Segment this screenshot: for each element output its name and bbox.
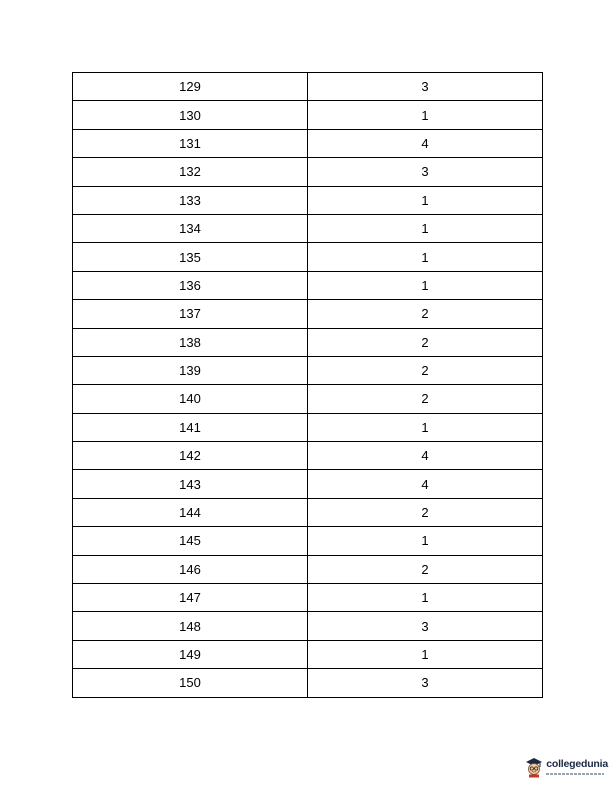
table-row [73, 640, 543, 668]
table-row [73, 612, 543, 640]
table-row [73, 527, 543, 555]
question-number-cell: 129 [73, 73, 308, 101]
table-row [73, 470, 543, 498]
answer-cell: 1 [308, 101, 543, 129]
answer-cell: 3 [308, 158, 543, 186]
logo-text: collegedunia [546, 758, 608, 771]
answer-cell: 1 [308, 584, 543, 612]
question-number-cell: 145 [73, 527, 308, 555]
question-number-cell: 137 [73, 300, 308, 328]
table-row [73, 584, 543, 612]
answer-cell: 2 [308, 300, 543, 328]
answer-cell: 1 [308, 243, 543, 271]
logo-tagline-decoration [546, 773, 604, 775]
answer-cell: 1 [308, 527, 543, 555]
table-row [73, 555, 543, 583]
table-row [73, 73, 543, 101]
table-row [73, 669, 543, 697]
table-row [73, 129, 543, 157]
question-number-cell: 134 [73, 214, 308, 242]
question-number-cell: 130 [73, 101, 308, 129]
table-row [73, 243, 543, 271]
table-row [73, 385, 543, 413]
question-number-cell: 140 [73, 385, 308, 413]
answer-cell: 2 [308, 555, 543, 583]
table-row [73, 328, 543, 356]
answer-cell: 1 [308, 214, 543, 242]
question-number-cell: 144 [73, 498, 308, 526]
table-row [73, 442, 543, 470]
table-row [73, 214, 543, 242]
answer-cell: 4 [308, 442, 543, 470]
table-row [73, 186, 543, 214]
question-number-cell: 149 [73, 640, 308, 668]
question-number-cell: 141 [73, 413, 308, 441]
answer-cell: 2 [308, 498, 543, 526]
collegedunia-logo [524, 756, 608, 778]
answer-cell: 3 [308, 612, 543, 640]
answer-cell: 2 [308, 385, 543, 413]
table-row [73, 300, 543, 328]
question-number-cell: 138 [73, 328, 308, 356]
mascot-graduation-cap-icon [524, 756, 544, 778]
table-row [73, 271, 543, 299]
answer-cell: 1 [308, 413, 543, 441]
answer-cell: 2 [308, 356, 543, 384]
answer-key-table [72, 72, 543, 698]
question-number-cell: 148 [73, 612, 308, 640]
table-row [73, 413, 543, 441]
question-number-cell: 131 [73, 129, 308, 157]
logo-wordmark [546, 759, 608, 775]
question-number-cell: 142 [73, 442, 308, 470]
answer-cell: 4 [308, 129, 543, 157]
table-row [73, 356, 543, 384]
question-number-cell: 143 [73, 470, 308, 498]
answer-cell: 3 [308, 669, 543, 697]
answer-key-table-body [73, 73, 543, 698]
answer-cell: 3 [308, 73, 543, 101]
question-number-cell: 147 [73, 584, 308, 612]
answer-cell: 2 [308, 328, 543, 356]
answer-cell: 1 [308, 271, 543, 299]
table-row [73, 498, 543, 526]
answer-cell: 1 [308, 640, 543, 668]
question-number-cell: 136 [73, 271, 308, 299]
question-number-cell: 132 [73, 158, 308, 186]
question-number-cell: 150 [73, 669, 308, 697]
table-row [73, 158, 543, 186]
question-number-cell: 135 [73, 243, 308, 271]
question-number-cell: 146 [73, 555, 308, 583]
answer-cell: 4 [308, 470, 543, 498]
table-row [73, 101, 543, 129]
question-number-cell: 139 [73, 356, 308, 384]
question-number-cell: 133 [73, 186, 308, 214]
answer-cell: 1 [308, 186, 543, 214]
